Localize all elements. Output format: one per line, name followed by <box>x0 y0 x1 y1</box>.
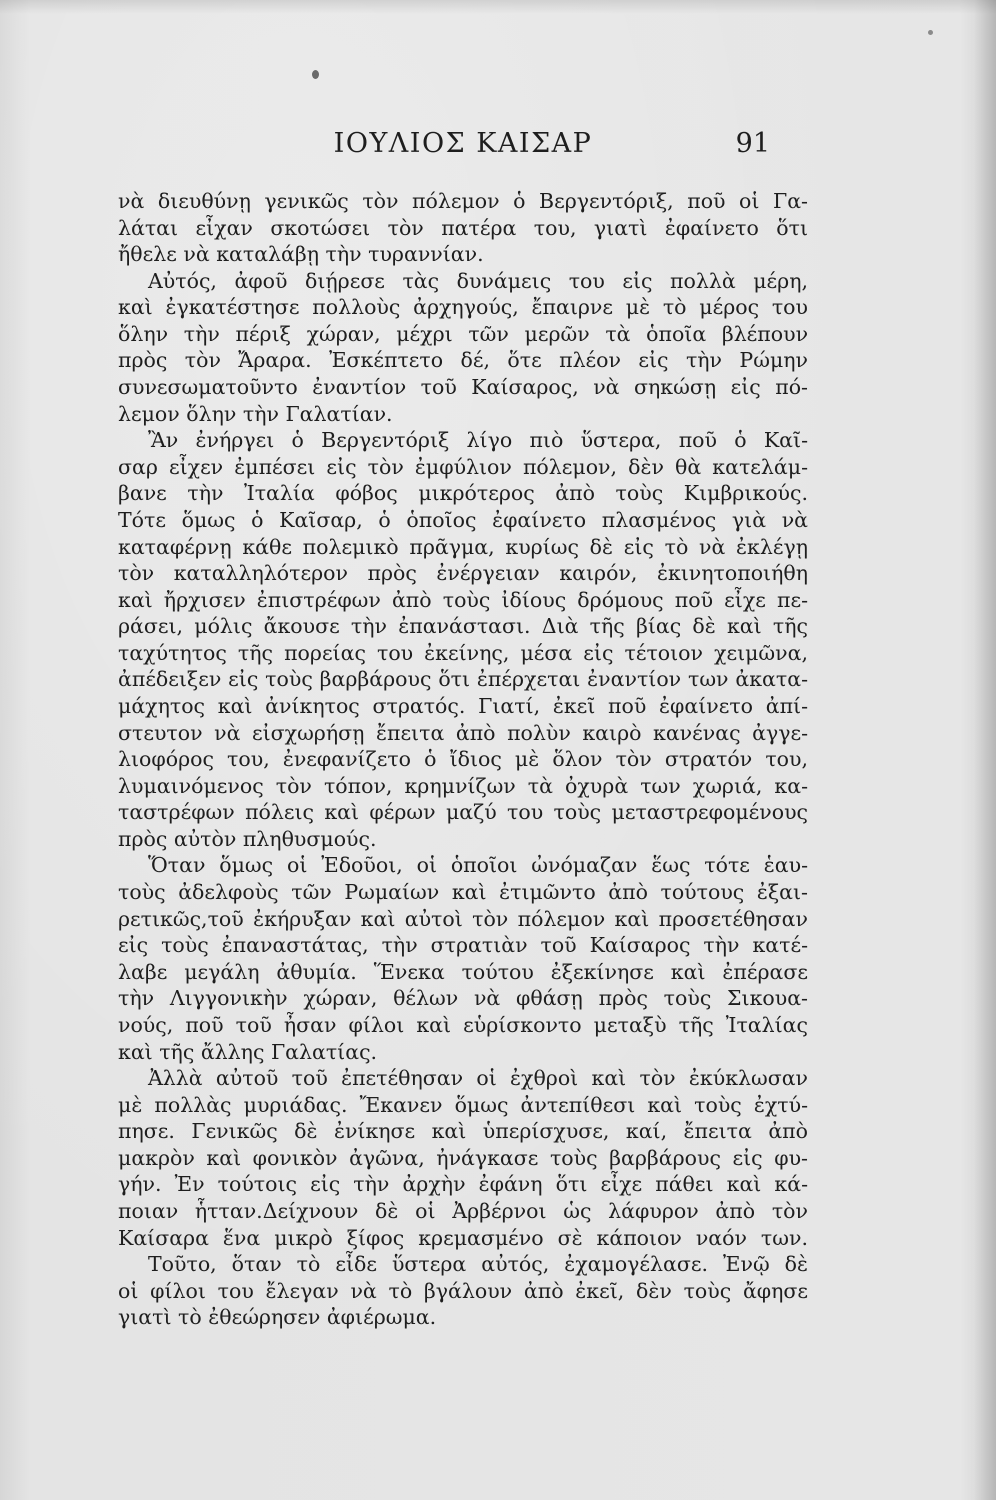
text-line: ἤθελε νὰ καταλάβῃ τὴν τυραννίαν. <box>118 242 484 267</box>
text-line: λαβε μεγάλη ἀθυμία. Ἕνεκα τούτου ἐξεκίνησε καὶ ἐπέρασε <box>118 959 808 984</box>
text-line: λάται εἶχαν σκοτώσει τὸν πατέρα του, γιατὶ ἐφαίνετο ὅτι <box>118 215 808 240</box>
body-text <box>118 188 808 1331</box>
text-line: καὶ ἐγκατέστησε πολλοὺς ἀρχηγούς, ἔπαιρνε μὲ τὸ μέρος του <box>118 295 808 320</box>
text-line: ὅλην τὴν πέριξ χώραν, μέχρι τῶν μερῶν τὰ ὁποῖα βλέπουν <box>118 321 808 346</box>
text-line: λεμον ὅλην τὴν Γαλατίαν. <box>118 401 393 426</box>
text-line: μὲ πολλὰς μυριάδας. Ἔκανεν ὅμως ἀντεπίθεσι καὶ τοὺς ἐχτύ- <box>118 1092 808 1117</box>
text-line: Καίσαρα ἕνα μικρὸ ξίφος κρεμασμένο σὲ κάποιον ναόν των. <box>118 1225 808 1250</box>
text-line: Αὐτός, ἀφοῦ διῄρεσε τὰς δυνάμεις του εἰς πολλὰ μέρη, <box>148 268 808 293</box>
text-line: ταστρέφων πόλεις καὶ φέρων μαζύ του τοὺς μεταστρεφομένους <box>118 800 808 825</box>
text-line: λυμαινόμενος τὸν τόπον, κρημνίζων τὰ ὀχυρὰ των χωριά, κα- <box>118 773 808 798</box>
running-title: ΙΟΥΛΙΟΣ ΚΑΙΣΑΡ <box>333 128 593 159</box>
text-line: στευτον νὰ εἰσχωρήσῃ ἔπειτα ἀπὸ πολὺν καιρὸ κανένας ἀγγε- <box>118 720 808 745</box>
text-line: πησε. Γενικῶς δὲ ἐνίκησε καὶ ὑπερίσχυσε, καί, ἔπειτα ἀπὸ <box>118 1119 808 1144</box>
text-line: πρὸς αὐτὸν πληθυσμούς. <box>118 826 377 851</box>
text-line: καὶ τῆς ἄλλης Γαλατίας. <box>118 1039 378 1064</box>
ink-speck <box>312 70 319 79</box>
text-line: ἀπέδειξεν εἰς τοὺς βαρβάρους ὅτι ἐπέρχεται ἐναντίον των ἀκατα- <box>118 667 808 692</box>
ink-speck <box>928 30 933 35</box>
page-number: 91 <box>735 128 770 159</box>
page-edge-shadow <box>974 0 996 1500</box>
text-line: Τότε ὅμως ὁ Καῖσαρ, ὁ ὁποῖος ἐφαίνετο πλασμένος γιὰ νὰ <box>118 507 808 532</box>
text-line: Τοῦτο, ὅταν τὸ εἶδε ὕστερα αὐτός, ἐχαμογέλασε. Ἐνῷ δὲ <box>148 1252 808 1277</box>
text-line: ποιαν ἧτταν.Δείχνουν δὲ οἱ Ἀρβέρνοι ὡς λάφυρον ἀπὸ τὸν <box>118 1198 808 1223</box>
running-header <box>118 128 808 168</box>
text-line: τὸν καταλληλότερον πρὸς ἐνέργειαν καιρόν, ἐκινητοποιήθη <box>118 561 808 586</box>
text-line: καταφέρνῃ κάθε πολεμικὸ πρᾶγμα, κυρίως δὲ εἰς τὸ νὰ ἐκλέγῃ <box>118 534 808 559</box>
text-line: ρετικῶς,τοῦ ἐκήρυξαν καὶ αὐτοὶ τὸν πόλεμον καὶ προσετέθησαν <box>118 906 808 931</box>
text-line: τὴν Λιγγονικὴν χώραν, θέλων νὰ φθάσῃ πρὸς τοὺς Σικουα- <box>118 986 808 1011</box>
page-top-shadow <box>0 0 996 14</box>
text-line: εἰς τοὺς ἐπαναστάτας, τὴν στρατιὰν τοῦ Καίσαρος τὴν κατέ- <box>118 933 808 958</box>
text-line: πρὸς τὸν Ἄραρα. Ἐσκέπτετο δέ, ὅτε πλέον εἰς τὴν Ρώμην <box>118 348 808 373</box>
text-line: Ὅταν ὅμως οἱ Ἐδοῦοι, οἱ ὁποῖοι ὠνόμαζαν ἕως τότε ἑαυ- <box>148 853 808 878</box>
text-line: μάχητος καὶ ἀνίκητος στρατός. Γιατί, ἐκεῖ ποῦ ἐφαίνετο ἀπί- <box>118 693 808 718</box>
text-line: οἱ φίλοι του ἔλεγαν νὰ τὸ βγάλουν ἀπὸ ἐκεῖ, δὲν τοὺς ἄφησε <box>118 1278 808 1303</box>
text-line: συνεσωματοῦντο ἐναντίον τοῦ Καίσαρος, νὰ σηκώσῃ εἰς πό- <box>118 375 808 400</box>
text-line: γιατὶ τὸ ἐθεώρησεν ἀφιέρωμα. <box>118 1305 437 1330</box>
text-line: Ἀλλὰ αὐτοῦ τοῦ ἐπετέθησαν οἱ ἐχθροὶ καὶ τὸν ἐκύκλωσαν <box>148 1066 808 1091</box>
text-line: νούς, ποῦ τοῦ ἦσαν φίλοι καὶ εὑρίσκοντο μεταξὺ τῆς Ἰταλίας <box>118 1012 808 1037</box>
text-line: νὰ διευθύνῃ γενικῶς τὸν πόλεμον ὁ Βεργεντόριξ, ποῦ οἱ Γα- <box>118 189 808 213</box>
text-line: ράσει, μόλις ἄκουσε τὴν ἐπανάστασι. Διὰ τῆς βίας δὲ καὶ τῆς <box>118 614 808 639</box>
text-line: καὶ ἤρχισεν ἐπιστρέφων ἀπὸ τοὺς ἰδίους δρόμους ποῦ εἶχε πε- <box>118 587 808 612</box>
text-line: μακρὸν καὶ φονικὸν ἀγῶνα, ἠνάγκασε τοὺς βαρβάρους εἰς φυ- <box>118 1145 808 1170</box>
text-line: γήν. Ἐν τούτοις εἰς τὴν ἀρχὴν ἐφάνη ὅτι εἶχε πάθει καὶ κά- <box>118 1172 808 1197</box>
text-line: ταχύτητος τῆς πορείας του ἐκείνης, μέσα εἰς τέτοιον χειμῶνα, <box>118 640 808 665</box>
text-line: τοὺς ἀδελφοὺς τῶν Ρωμαίων καὶ ἐτιμῶντο ἀπὸ τούτους ἐξαι- <box>118 880 808 905</box>
text-line: βανε τὴν Ἰταλία φόβος μικρότερος ἀπὸ τοὺς Κιμβρικούς. <box>118 481 808 506</box>
text-line: λιοφόρος του, ἐνεφανίζετο ὁ ἴδιος μὲ ὅλον τὸν στρατόν του, <box>118 747 808 772</box>
text-line: Ἂν ἐνήργει ὁ Βεργεντόριξ λίγο πιὸ ὕστερα, ποῦ ὁ Καῖ- <box>148 428 808 453</box>
text-line: σαρ εἶχεν ἐμπέσει εἰς τὸν ἐμφύλιον πόλεμον, δὲν θὰ κατελάμ- <box>118 454 808 479</box>
